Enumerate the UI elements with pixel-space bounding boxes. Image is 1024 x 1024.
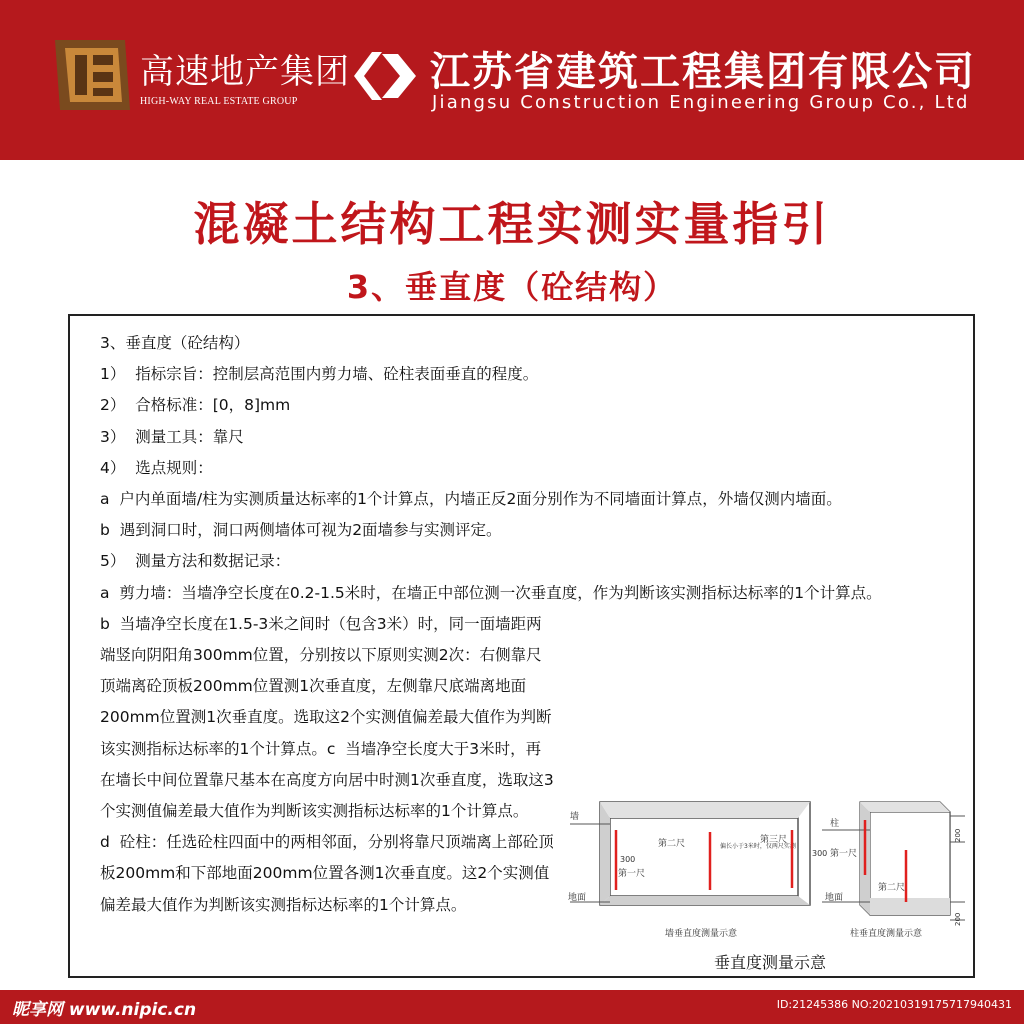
wall-label: 墙 bbox=[570, 812, 580, 822]
column-ruler1-label: 第一尺 bbox=[830, 849, 858, 859]
page-title: 混凝土结构工程实测实量指引 bbox=[193, 197, 831, 251]
footer-id: ID:21245386 NO:20210319175717940431 bbox=[776, 998, 1012, 1011]
content-line: 4） 选点规则： bbox=[100, 458, 213, 477]
column-ruler2-label: 第二尺 bbox=[878, 883, 906, 893]
footer-watermark: 昵享网 www.nipic.cn bbox=[12, 1000, 197, 1020]
content-line: b 遇到洞口时，洞口两侧墙体可视为2面墙参与实测评定。 bbox=[100, 521, 502, 540]
content-line: d 砼柱：任选砼柱四面中的两相邻面，分别将靠尺顶端离上部砼顶板200mm和下部地面200mm位置各测1次垂直度。这2个实测值偏差最大值作为判断该实测指标达标率的1个计算点。 bbox=[100, 833, 554, 914]
wall-ground-label: 地面 bbox=[568, 893, 587, 903]
content-line: b 当墙净空长度在1.5-3米之间时（包含3米）时，同一面墙距两端竖向阴阳角300mm位置，分别按以下原则实测2次：右侧靠尺顶端离砼顶板200mm位置测1次垂直度，左侧靠尺底端离地面200mm位置测1次垂直度。选取这2个实测值偏差最大值作为判断该实测指标达标率的1个计算点。c 当墙净空长度大于3米时，再在墙长中间位置靠尺基本在高度方向居中时测1次垂直度，选取这3个实测值偏差最大值作为判断该实测指标达标率的1个计算点。 bbox=[100, 614, 554, 821]
diagram-caption: 垂直度测量示意 bbox=[714, 953, 827, 972]
content-line: 5） 测量方法和数据记录： bbox=[100, 552, 291, 571]
column-caption: 柱垂直度测量示意 bbox=[850, 929, 923, 939]
content-line: 1） 指标宗旨：控制层高范围内剪力墙、砼柱表面垂直的程度。 bbox=[100, 365, 539, 384]
content-line: a 剪力墙：当墙净空长度在0.2-1.5米时，在墙正中部位测一次垂直度，作为判断该实测指标达标率的1个计算点。 bbox=[100, 583, 882, 602]
jcegc-logo-icon bbox=[352, 46, 422, 106]
highway-logo-subtext: HIGH-WAY REAL ESTATE GROUP bbox=[140, 96, 298, 107]
column-dim200-top: 200 bbox=[954, 828, 962, 842]
wall-ruler1-label: 第一尺 bbox=[618, 869, 646, 879]
column-dim300: 300 bbox=[812, 849, 828, 858]
content-line: a 户内单面墙/柱为实测质量达标率的1个计算点，内墙正反2面分别作为不同墙面计算点，外墙仅测内墙面。 bbox=[100, 490, 842, 509]
column-label: 柱 bbox=[830, 819, 840, 829]
wall-note: 偏长小于3米时，仅两尺实测 bbox=[720, 843, 796, 850]
column-ground-label: 地面 bbox=[825, 893, 844, 903]
content-line: 2） 合格标准：[0，8]mm bbox=[100, 396, 291, 415]
company-name-english: Jiangsu Construction Engineering Group Co., Ltd bbox=[432, 92, 970, 113]
page-subtitle: 3、垂直度（砼结构） bbox=[346, 268, 678, 306]
column-dim200-bottom: 200 bbox=[954, 912, 962, 926]
wall-ruler2-label: 第二尺 bbox=[658, 839, 686, 849]
wall-ruler3-label: 第三尺 bbox=[760, 835, 788, 845]
wall-dim300: 300 bbox=[620, 855, 636, 864]
content-line: 3） 测量工具：靠尺 bbox=[100, 427, 244, 446]
wall-caption: 墙垂直度测量示意 bbox=[665, 929, 738, 939]
content-line: 3、垂直度（砼结构） bbox=[100, 334, 250, 352]
highway-logo-text: 高速地产集团 bbox=[140, 52, 350, 92]
company-name: 江苏省建筑工程集团有限公司 bbox=[430, 49, 976, 95]
